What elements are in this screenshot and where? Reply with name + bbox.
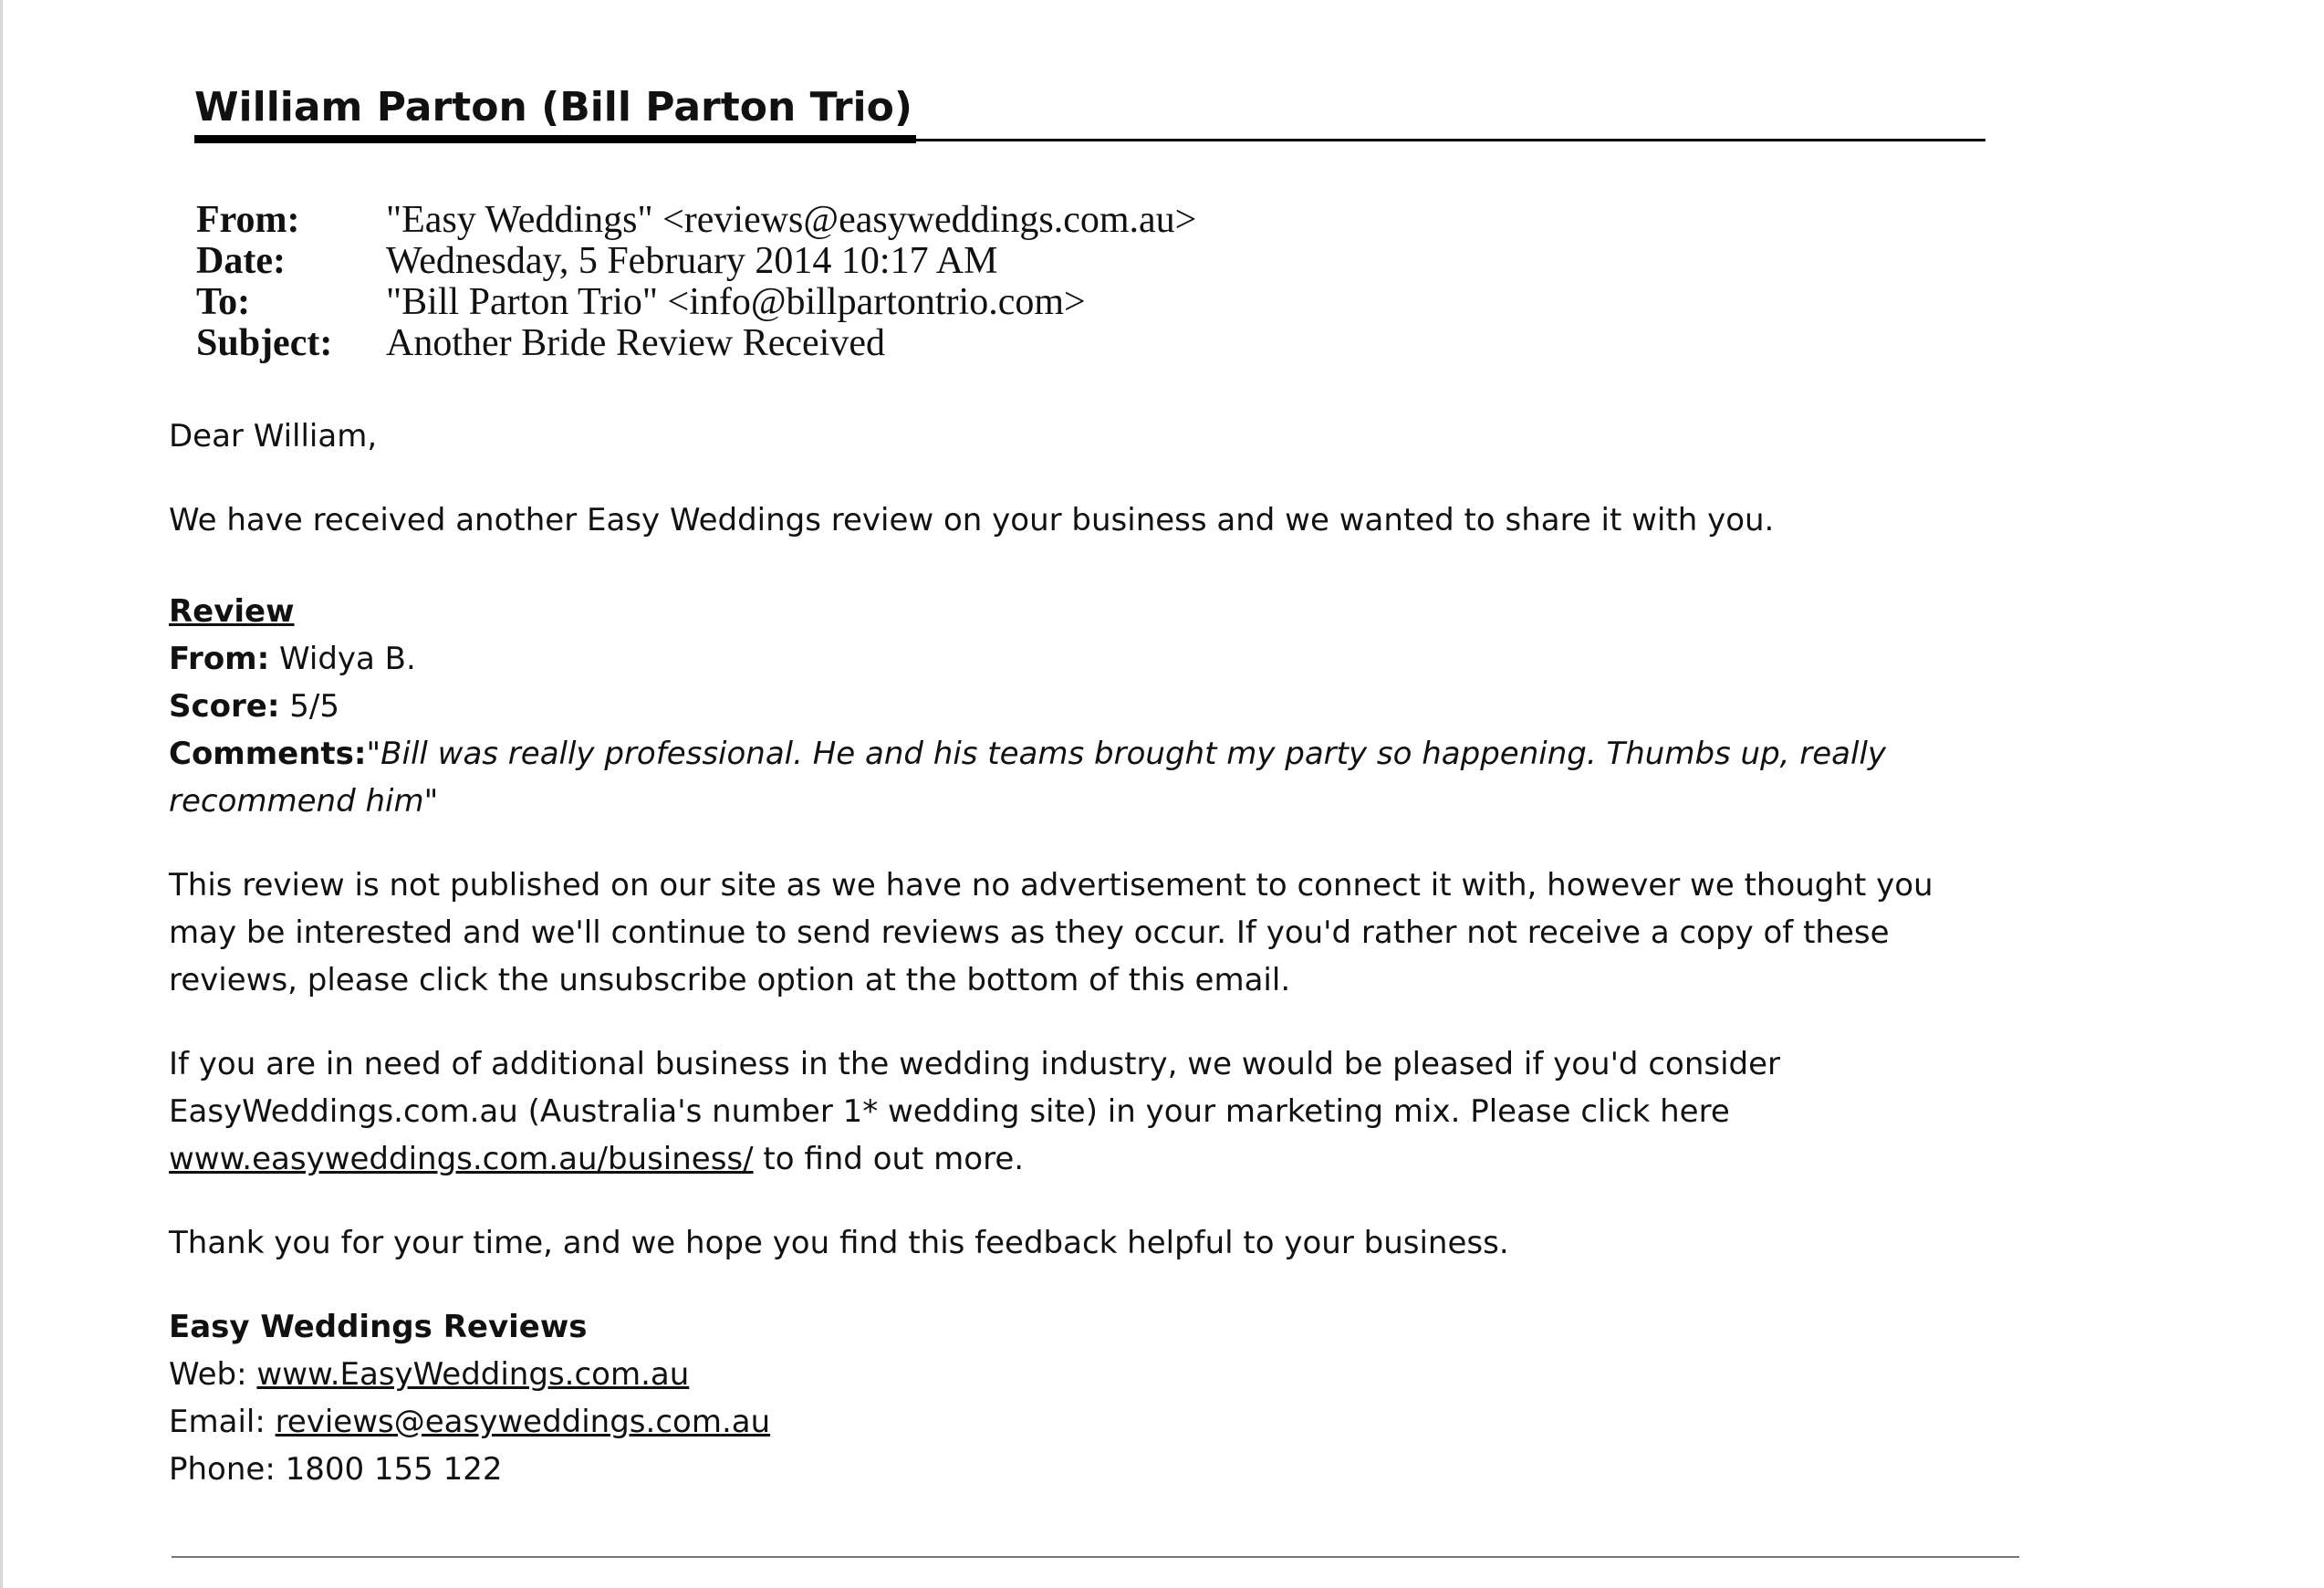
signature-email-link[interactable]: reviews@easyweddings.com.au	[275, 1404, 771, 1440]
header-row-from	[196, 199, 1196, 240]
header-value-subject: Another Bride Review Received	[386, 321, 885, 364]
marketing-suffix: to find out more.	[753, 1141, 1025, 1177]
unpublished-notice-paragraph: This review is not published on our site as we have no advertisement to connect it with, however we thought you may be interested and we'll continue to send reviews as they occur. If you'd rather not receive a copy of these reviews, please click the unsubscribe option at the bottom of this email.	[169, 867, 1933, 998]
intro-paragraph: We have received another Easy Weddings review on your business and we wanted to share it with you.	[169, 502, 1775, 538]
marketing-paragraph	[169, 1040, 2003, 1183]
review-from-line	[169, 635, 2003, 683]
review-from-value: Widya B.	[269, 641, 416, 677]
signature-web-label: Web:	[169, 1356, 257, 1393]
review-comments-line	[169, 730, 2003, 825]
signature-web-link[interactable]: www.EasyWeddings.com.au	[256, 1356, 690, 1393]
page-edge	[0, 0, 3, 1588]
header-label-date: Date:	[196, 239, 286, 282]
header-row-to	[196, 281, 1196, 322]
greeting: Dear William,	[169, 418, 378, 454]
document-title-block	[194, 80, 1985, 143]
email-header	[196, 199, 1196, 363]
email-body	[169, 413, 2003, 1493]
header-value-to: "Bill Parton Trio" <info@billpartontrio.com>	[386, 280, 1086, 323]
review-score-value: 5/5	[279, 688, 339, 725]
signature-email	[169, 1398, 2003, 1446]
signature-phone: Phone: 1800 155 122	[169, 1451, 503, 1488]
closing-paragraph: Thank you for your time, and we hope you find this feedback helpful to your business.	[169, 1225, 1509, 1261]
header-value-from: "Easy Weddings" <reviews@easyweddings.com.au>	[386, 198, 1197, 241]
review-section	[169, 588, 2003, 635]
review-score-line	[169, 683, 2003, 730]
review-comments-label: Comments:	[169, 736, 367, 772]
footer-rule	[172, 1556, 2019, 1558]
title-rule	[194, 139, 1985, 141]
document-title: William Parton (Bill Parton Trio)	[194, 80, 916, 143]
header-row-subject	[196, 322, 1196, 363]
review-comments-value: "Bill was really professional. He and his teams brought my party so happening. Thumbs up, really recommend him"	[169, 736, 1887, 820]
review-from-label: From:	[169, 641, 270, 677]
signature-web	[169, 1351, 2003, 1398]
review-heading: Review	[169, 593, 295, 630]
signature-name: Easy Weddings Reviews	[169, 1309, 588, 1345]
signature-email-label: Email:	[169, 1404, 276, 1440]
review-score-label: Score:	[169, 688, 280, 725]
header-label-to: To:	[196, 280, 251, 323]
marketing-text: If you are in need of additional business in the wedding industry, we would be pleased if you'd consider EasyWeddings.com.au (Australia's number 1* wedding site) in your marketing mix. Please click here	[169, 1046, 1781, 1130]
header-label-subject: Subject:	[196, 321, 333, 364]
business-link[interactable]: www.easyweddings.com.au/business/	[169, 1141, 754, 1177]
header-value-date: Wednesday, 5 February 2014 10:17 AM	[386, 239, 998, 282]
header-row-date	[196, 240, 1196, 281]
header-label-from: From:	[196, 198, 300, 241]
